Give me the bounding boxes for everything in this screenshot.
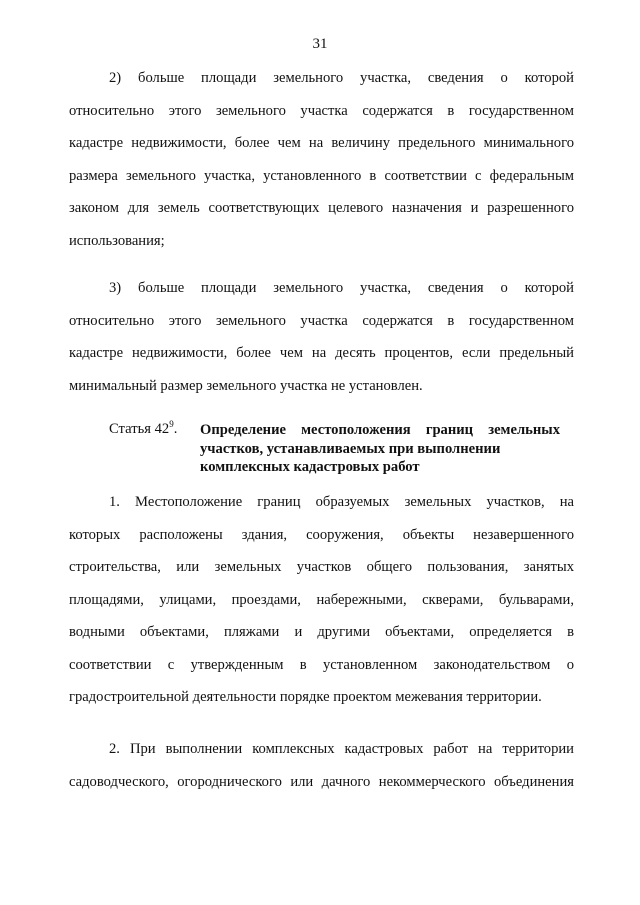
paragraph-line: использования; [69,232,165,249]
paragraph-line: 2. При выполнении комплексных кадастровых работ на территории [109,741,574,757]
paragraph-line: законом для земель соответствующих целевого назначения и разрешенного [69,200,574,216]
article-title-line: комплексных кадастровых работ [200,459,420,475]
paragraph-line: размера земельного участка, установленного в соответствии с федеральным [69,167,574,184]
clause-1 [69,486,574,714]
article-title-line: участков, устанавливаемых при выполнении [200,440,501,457]
paragraph-line: которых расположены здания, сооружения, объекты незавершенного [69,526,574,543]
article-title [200,421,560,477]
paragraph-3 [69,272,574,402]
paragraph-line: 1. Местоположение границ образуемых земельных участков, на [109,494,574,510]
paragraph-line: 3) больше площади земельного участка, сведения о которой [109,280,574,296]
page-number: 31 [312,36,328,52]
paragraph-line: кадастре недвижимости, более чем на величину предельного минимального [69,135,574,151]
paragraph-line: водными объектами, пляжами и другими объектами, определяется в [69,624,574,640]
paragraph-line: относительно этого земельного участка содержатся в государственном [69,102,574,119]
article-number: Статья 42 [109,421,170,437]
paragraph-line: садоводческого, огороднического или дачного некоммерческого объединения [69,773,574,790]
paragraph-2 [69,62,574,257]
article-number-superscript: 9 [169,419,174,429]
paragraph-line: строительства, или земельных участков общего пользования, занятых [69,559,574,575]
article-label [109,421,177,438]
article-number-suffix: . [173,421,178,437]
paragraph-line: площадями, улицами, проездами, набережными, скверами, бульварами, [69,591,574,608]
article-title-line: Определение местоположения границ земельных [200,422,560,438]
paragraph-line: соответствии с утвержденным в установленном законодательством о [69,656,574,673]
paragraph-line: относительно этого земельного участка содержатся в государственном [69,312,574,329]
paragraph-line: градостроительной деятельности порядке проектом межевания территории. [69,689,542,705]
clause-2 [69,733,574,798]
paragraph-line: кадастре недвижимости, более чем на десять процентов, если предельный [69,345,574,361]
paragraph-line: 2) больше площади земельного участка, сведения о которой [109,70,574,86]
paragraph-line: минимальный размер земельного участка не установлен. [69,377,423,394]
